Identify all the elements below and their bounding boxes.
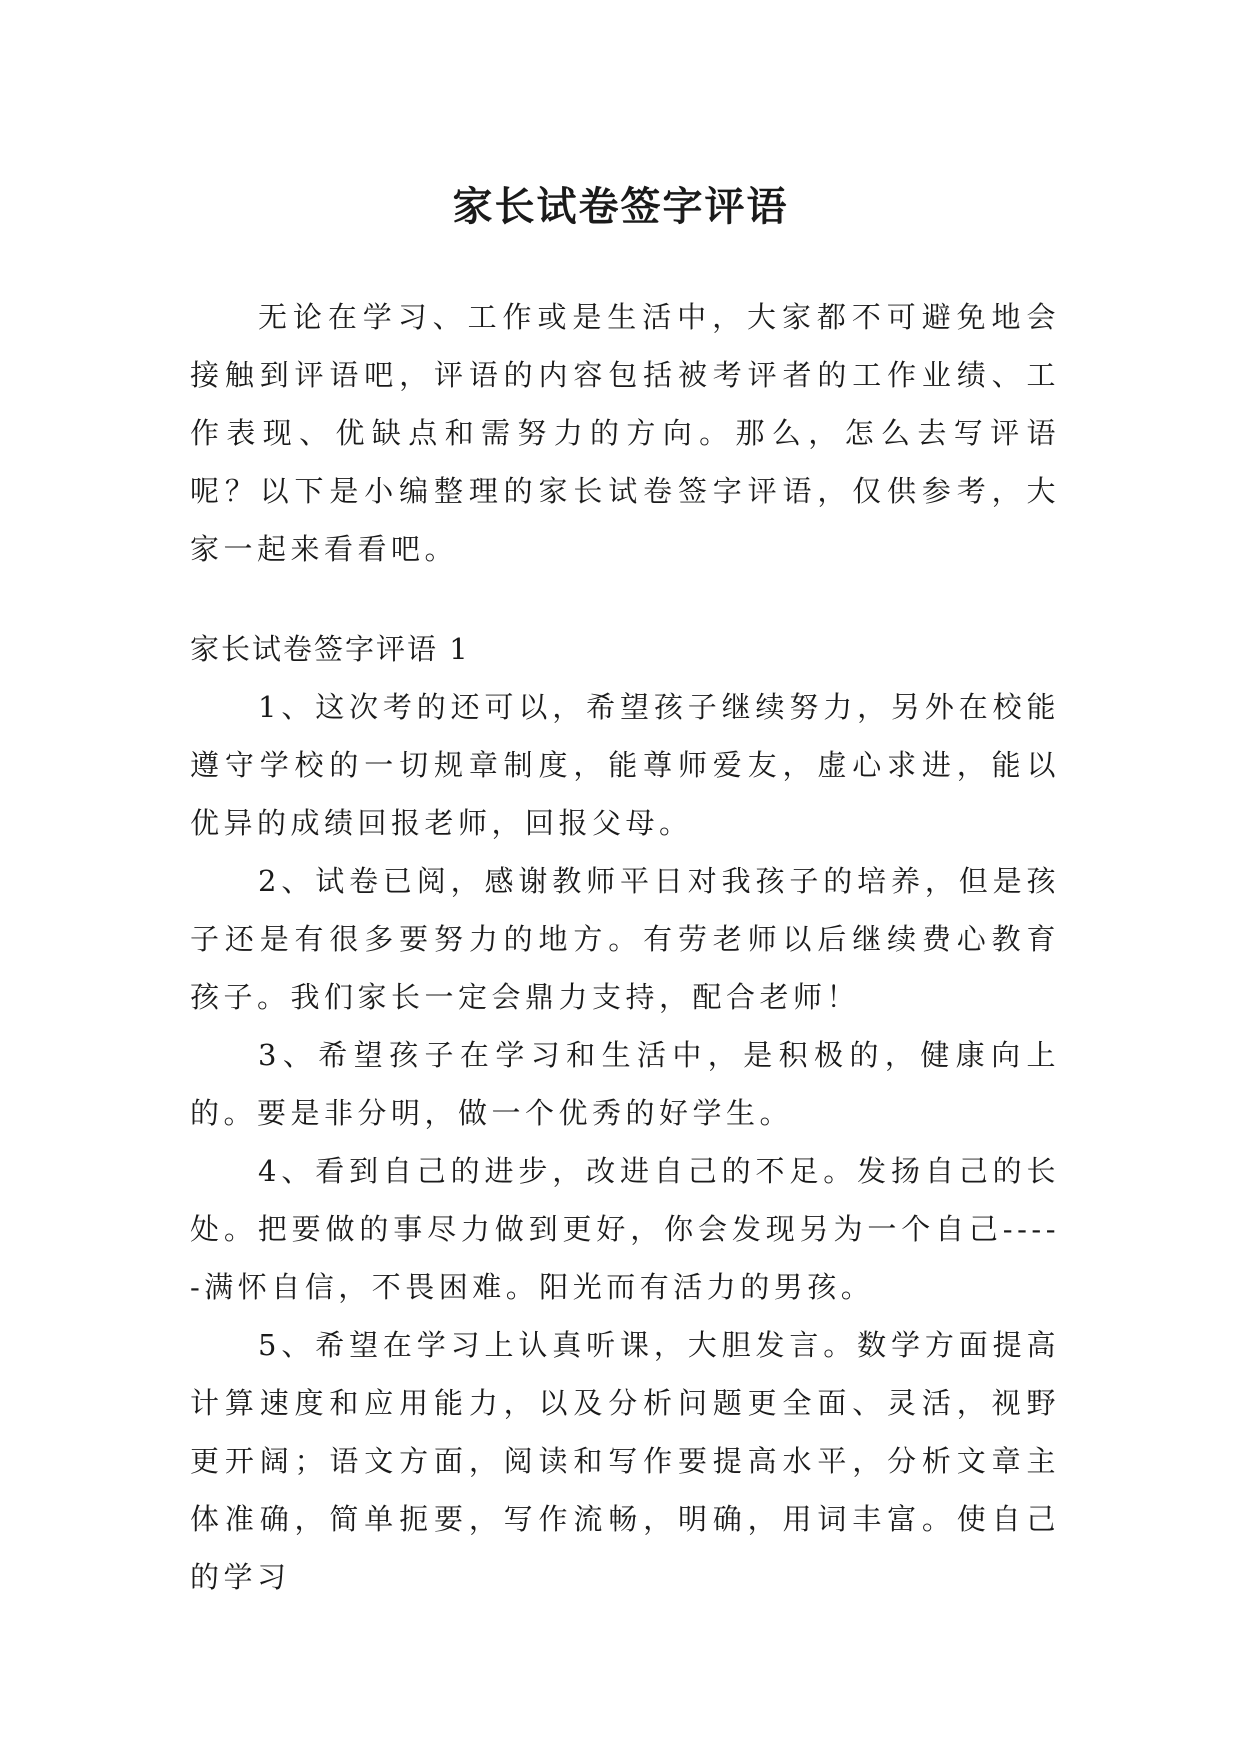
comment-item-5: 5、希望在学习上认真听课，大胆发言。数学方面提高计算速度和应用能力，以及分析问题更全面、灵活，视野更开阔；语文方面，阅读和写作要提高水平，分析文章主体准确，简单扼要，写作流畅，明确，用词丰富。使自己的学习	[190, 1328, 1060, 1594]
comment-item-3: 3、希望孩子在学习和生活中，是积极的，健康向上的。要是非分明，做一个优秀的好学生。	[190, 1038, 1060, 1130]
intro-paragraph: 无论在学习、工作或是生活中，大家都不可避免地会接触到评语吧，评语的内容包括被考评者的工作业绩、工作表现、优缺点和需努力的方向。那么，怎么去写评语呢？以下是小编整理的家长试卷签字评语，仅供参考，大家一起来看看吧。	[190, 300, 1060, 566]
section-heading: 家长试卷签字评语 1	[190, 632, 470, 666]
document-body	[190, 288, 1060, 1606]
comment-item-1: 1、这次考的还可以，希望孩子继续努力，另外在校能遵守学校的一切规章制度，能尊师爱友，虚心求进，能以优异的成绩回报老师，回报父母。	[190, 690, 1060, 840]
document-title: 家长试卷签字评语	[452, 182, 789, 230]
comment-item-2: 2、试卷已阅，感谢教师平日对我孩子的培养，但是孩子还是有很多要努力的地方。有劳老师以后继续费心教育孩子。我们家长一定会鼎力支持，配合老师！	[190, 864, 1060, 1014]
comment-item-4: 4、看到自己的进步，改进自己的不足。发扬自己的长处。把要做的事尽力做到更好，你会发现另为一个自己-----满怀自信，不畏困难。阳光而有活力的男孩。	[190, 1154, 1060, 1304]
